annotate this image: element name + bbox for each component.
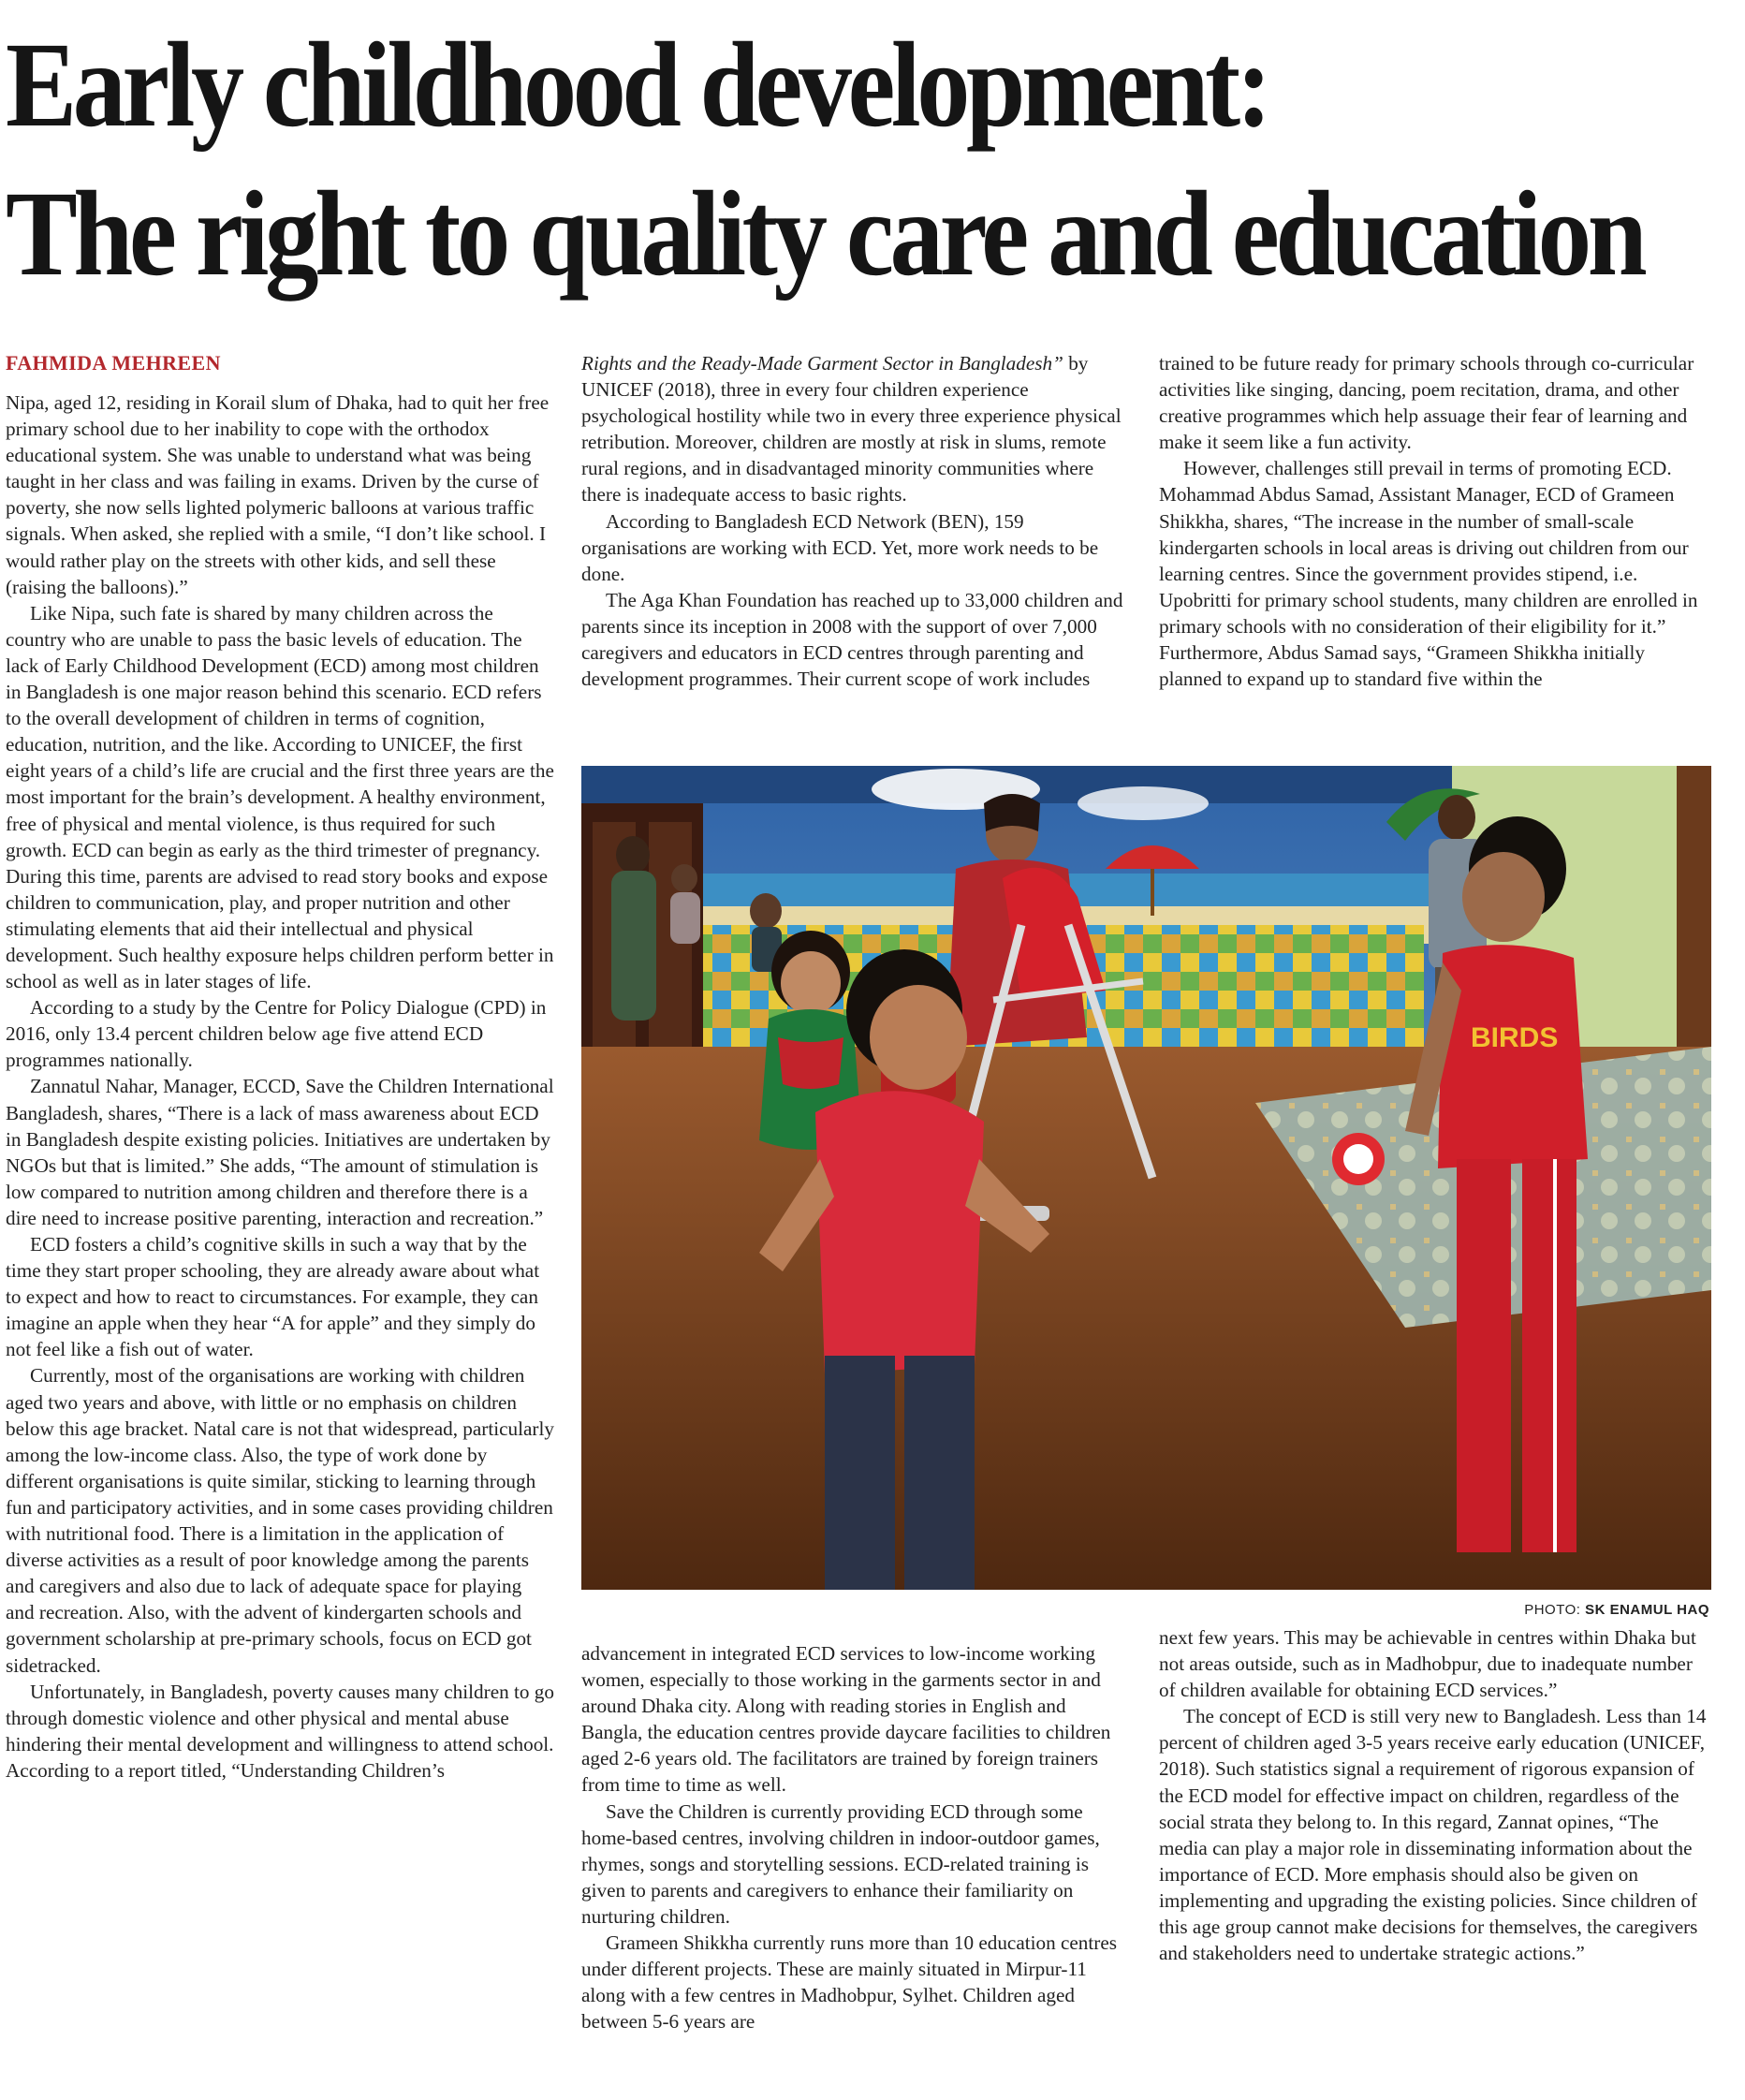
report-title: Rights and the Ready-Made Garment Sector in Bangladesh” [581,352,1063,374]
paragraph: Grameen Shikkha currently runs more than 10 education centres under different projects. These are mainly situated in Mirpur-11 along with a few centres in Madhobpur, Sylhet. Children aged between 5-6 years are [581,1931,1117,2034]
paragraph: According to a study by the Centre for Policy Dialogue (CPD) in 2016, only 13.4 percent children below age five attend ECD programmes nationally. [6,996,547,1072]
paragraph: advancement in integrated ECD services to low-income working women, especially to those working in the garments sector in and around Dhaka city. Along with reading stories in English and Bangla, the education centres provide daycare facilities to children aged 2-6 years old. The facilitators are trained by foreign trainers from time to time as well. [581,1642,1111,1797]
paragraph: trained to be future ready for primary schools through co-curricular activities like singing, dancing, poem recitation, drama, and other creative programmes which help assuage their fear of learning and make it seem like a fun activity. [1159,352,1694,454]
photo-credit-label: PHOTO: [1524,1602,1581,1618]
paragraph: Nipa, aged 12, residing in Korail slum of Dhaka, had to quit her free primary school due to her inability to cope with the orthodox educational system. She was unable to understand what was being taught in her class and was failing in exams. Driven by the curse of poverty, she now sells lighted polymeric balloons at various traffic signals. When asked, she replied with a smile, “I don’t like school. I would rather play on the streets with other kids, and sell these (raising the balloons).” [6,391,550,598]
article-column-3-top [1159,350,1711,753]
article-photo [581,766,1711,1590]
article-column-2-bottom [581,1640,1124,2071]
paragraph-text: by UNICEF (2018), three in every four children experience psychological hostility while two in every three experience physical retribution. Moreover, children are mostly at risk in slums, remote rural regions, and in disadvantaged minority communities where there is inadequate access to basic rights. [581,352,1122,507]
paragraph: Zannatul Nahar, Manager, ECCD, Save the Children International Bangladesh, shares, “There is a lack of mass awareness about ECD in Bangladesh despite existing policies. Initiatives are undertaken by NGOs but that is limited.” She adds, “The amount of stimulation is low compared to nutrition among children and therefore there is a dire need to increase positive parenting, interaction and recreation.” [6,1075,554,1229]
paragraph: However, challenges still prevail in terms of promoting ECD. Mohammad Abdus Samad, Assistant Manager, ECD of Grameen Shikkha, shares, “The increase in the number of small-scale kindergarten schools in local areas is driving out children from our learning centres. Since the government provides stipend, i.e. Upobritti for primary school students, many children are enrolled in primary schools with no consideration of their eligibility for it.” Furthermore, Abdus Samad says, “Grameen Shikkha initially planned to expand up to standard five within the [1159,457,1698,691]
paragraph [581,350,1124,508]
paragraph: next few years. This may be achievable in centres within Dhaka but not areas outside, such as in Madhobpur, due to inadequate number of children available for obtaining ECD services.” [1159,1626,1696,1702]
article-column-3-bottom [1159,1624,1711,2074]
article-column-1 [6,350,555,2063]
headline-line-1: Early childhood development: [6,18,1268,153]
paragraph: Save the Children is currently providing ECD through some home-based centres, involving children in indoor-outdoor games, rhymes, songs and storytelling sessions. ECD-related training is given to parents and caregivers to enhance their familiarity on nurturing children. [581,1799,1100,1928]
photo-credit [1524,1602,1709,1618]
paragraph: According to Bangladesh ECD Network (BEN), 159 organisations are working with ECD. Yet, more work needs to be done. [581,509,1099,585]
paragraph: Like Nipa, such fate is shared by many children across the country who are unable to pass the basic levels of education. The lack of Early Childhood Development (ECD) among most children in Bangladesh is one major reason behind this scenario. ECD refers to the overall development of children in terms of cognition, education, nutrition, and the like. According to UNICEF, the first eight years of a child’s life are crucial and the first three years are the most important for the brain’s development. A healthy environment, free of physical and mental violence, is thus required for such growth. ECD can begin as early as the third trimester of pregnancy. During this time, parents are advised to read story books and expose children to communication, play, and proper nutrition and other stimulating elements that aid their intellectual and physical development. Such healthy exposure helps children perform better in school as well as in later stages of life. [6,601,554,993]
photo-credit-name: SK ENAMUL HAQ [1585,1602,1709,1618]
paragraph: ECD fosters a child’s cognitive skills in such a way that by the time they start proper schooling, they are already aware about what to expect and how to react to circumstances. For example, they can imagine an apple when they hear “A for apple” and they simply do not feel like a fish out of water. [6,1233,540,1361]
paragraph: Unfortunately, in Bangladesh, poverty causes many children to go through domestic violence and other physical and mental abuse hindering their mental development and willingness to attend school. According to a report titled, “Understanding Children’s [6,1680,554,1782]
byline: FAHMIDA MEHREEN [6,351,221,374]
headline-line-2: The right to quality care and education [6,167,1644,301]
shirt-print: BIRDS [1471,1022,1559,1053]
article-column-2-top [581,350,1124,753]
paragraph: The Aga Khan Foundation has reached up to 33,000 children and parents since its inception in 2008 with the support of over 7,000 caregivers and educators in ECD centres through parenting and development programmes. Their current scope of work includes [581,588,1123,691]
paragraph: Currently, most of the organisations are working with children aged two years and above, with little or no emphasis on children below this age bracket. Natal care is not that widespread, particularly among the low-income class. Also, the type of work done by different organisations is quite similar, sticking to learning through fun and participatory activities, and in some cases providing children with nutritional food. There is a limitation in the application of diverse activities as a result of poor knowledge among the parents and caregivers and also due to lack of adequate space for playing and recreation. Also, with the advent of kindergarten schools and government scholarship at pre-primary schools, focus on ECD got sidetracked. [6,1364,554,1677]
paragraph: The concept of ECD is still very new to Bangladesh. Less than 14 percent of children aged 3-5 years receive early education (UNICEF, 2018). Such statistics signal a requirement of rigorous expansion of the ECD model for effective impact on children, regardless of the social strata they belong to. In this regard, Zannat opines, “The media can play a major role in disseminating information about the importance of ECD. More emphasis should also be given on implementing and upgrading the existing policies. Since children of this age group cannot make decisions for themselves, the caregivers and stakeholders need to undertake strategic actions.” [1159,1705,1707,1965]
